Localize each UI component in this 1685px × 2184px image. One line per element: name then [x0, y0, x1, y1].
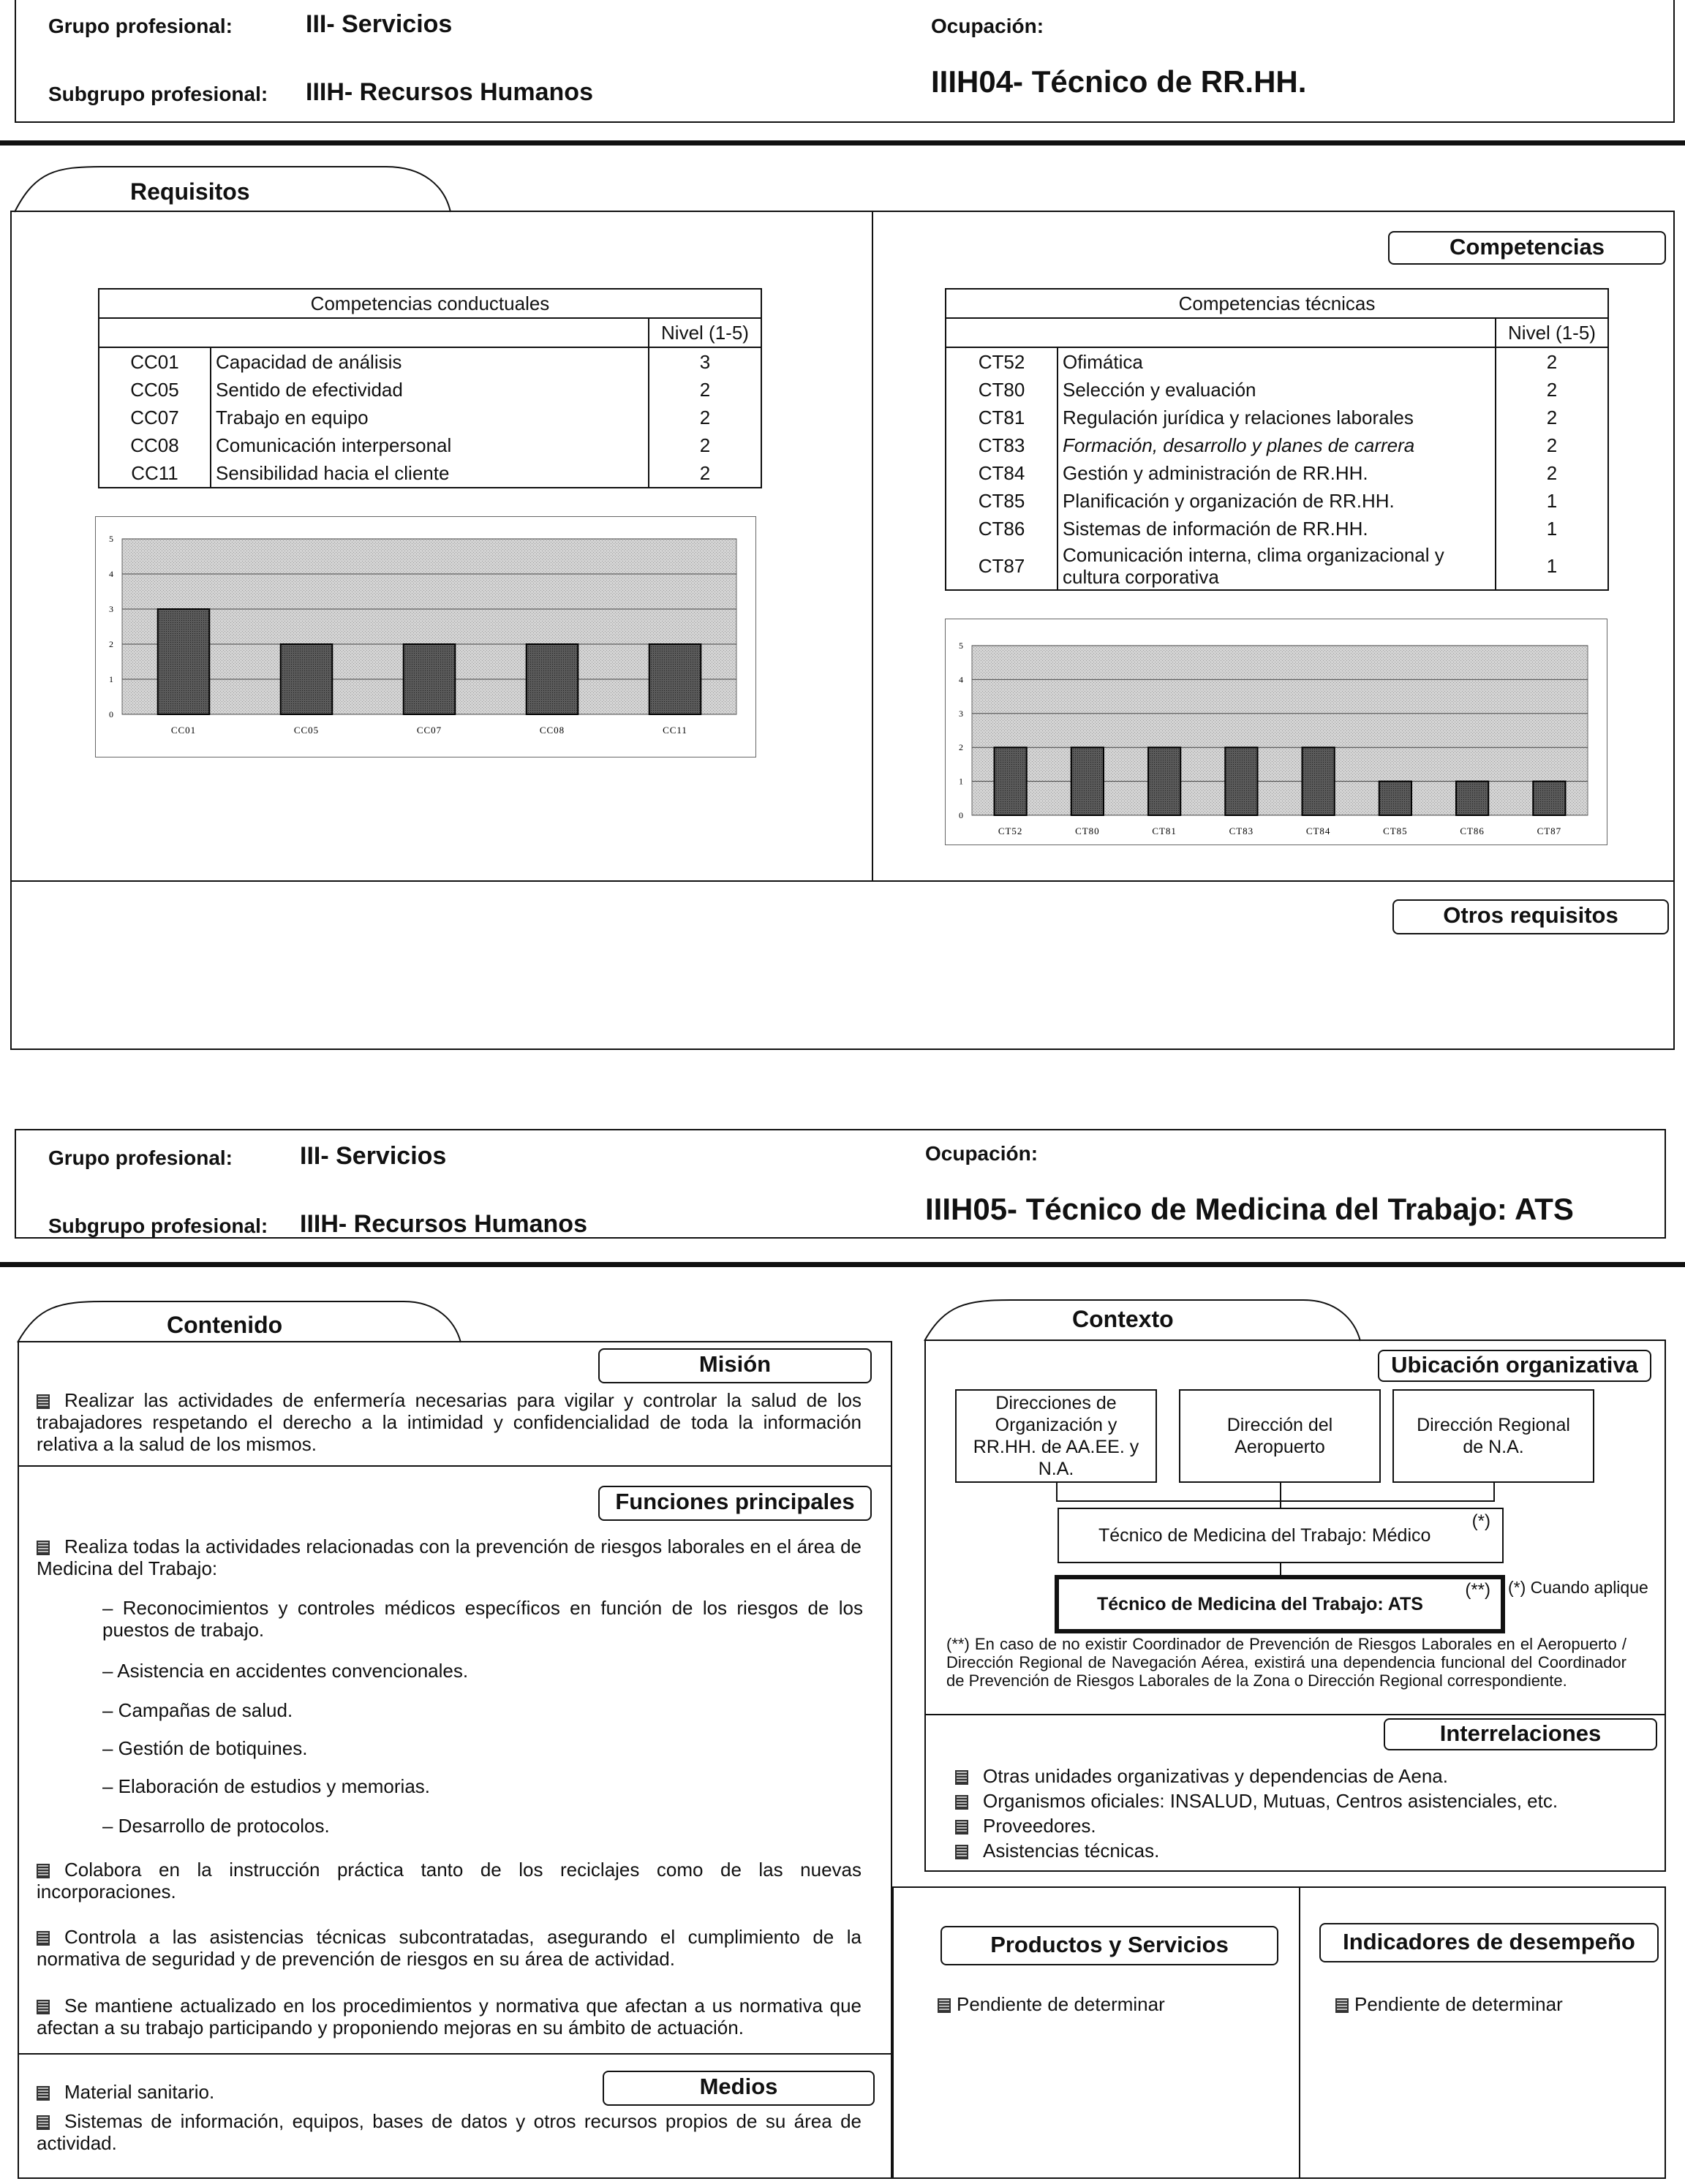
cc-name: Comunicación interpersonal	[211, 431, 649, 459]
ubicacion-pill: Ubicación organizativa	[1378, 1350, 1651, 1382]
interrelaciones-divider	[924, 1714, 1666, 1715]
mision-text	[37, 1389, 862, 1455]
x-tick-label: CT81	[1152, 825, 1177, 836]
funcion-text: Colabora en la instrucción práctica tanto de los reciclajes como de las nuevas incorporaciones.	[37, 1859, 862, 1903]
tecnicas-title: Competencias técnicas	[946, 289, 1608, 318]
x-tick-label: CC08	[539, 725, 565, 736]
document-bullet-icon	[37, 1541, 50, 1555]
funcion-subitem: – Elaboración de estudios y memorias.	[102, 1775, 431, 1797]
interrelacion-text: Asistencias técnicas.	[983, 1840, 1160, 1862]
org-box-ats	[1055, 1575, 1505, 1633]
mision-divider	[18, 1465, 892, 1467]
grupo-value: III- Servicios	[300, 1142, 447, 1170]
document-bullet-icon	[955, 1845, 968, 1859]
y-tick-label: 2	[109, 639, 113, 649]
otros-requisitos-pill: Otros requisitos	[1392, 899, 1669, 934]
nivel-header: Nivel (1-5)	[1496, 318, 1608, 347]
org-connector	[1280, 1563, 1281, 1575]
mision-body: Realizar las actividades de enfermería necesarias para vigilar y controlar la salud de los trabajadores respetando el derecho a la intimidad y confidencialidad de toda la información relativa a la salud de los mismos.	[37, 1389, 862, 1455]
x-tick-label: CC07	[416, 725, 442, 736]
bar-cc07	[404, 644, 456, 714]
chart-tecnicas-svg	[946, 619, 1607, 844]
productos-pill: Productos y Servicios	[940, 1926, 1278, 1965]
cuando-aplique-note: (*) Cuando aplique	[1508, 1578, 1648, 1597]
cc-name: Sensibilidad hacia el cliente	[211, 459, 649, 488]
ct-level: 2	[1496, 347, 1608, 376]
ct-code: CT81	[946, 404, 1058, 431]
medios-pill: Medios	[603, 2071, 875, 2106]
funcion-item	[37, 1995, 862, 2038]
cc-level: 2	[649, 404, 761, 431]
divider	[0, 140, 1685, 146]
productos-divider	[1299, 1886, 1300, 2179]
y-tick-label: 5	[959, 641, 963, 651]
indicadores-item	[1335, 1993, 1563, 2015]
ocupacion-title: IIIH04- Técnico de RR.HH.	[931, 64, 1307, 99]
ct-code: CT52	[946, 347, 1058, 376]
subgrupo-value: IIIH- Recursos Humanos	[300, 1210, 587, 1238]
ct-name: Selección y evaluación	[1058, 376, 1496, 404]
funcion-subitem: – Gestión de botiquines.	[102, 1737, 308, 1759]
competencias-pill: Competencias	[1388, 231, 1666, 265]
medios-item	[37, 2081, 578, 2103]
ct-level: 2	[1496, 404, 1608, 431]
interrelacion-item	[955, 1790, 1558, 1812]
bar-ct80	[1071, 747, 1104, 815]
medios-text: Material sanitario.	[64, 2081, 215, 2103]
cc-name: Trabajo en equipo	[211, 404, 649, 431]
nivel-header: Nivel (1-5)	[649, 318, 761, 347]
ct-code: CT84	[946, 459, 1058, 487]
y-tick-label: 5	[109, 534, 113, 544]
tecnicas-table	[945, 288, 1609, 591]
funcion-item	[37, 1926, 862, 1970]
mision-pill: Misión	[598, 1348, 872, 1383]
y-tick-label: 3	[109, 604, 113, 614]
document-bullet-icon	[955, 1795, 968, 1810]
x-tick-label: CT83	[1229, 825, 1254, 836]
grupo-label: Grupo profesional:	[48, 15, 233, 37]
productos-item	[938, 1993, 1165, 2015]
funcion-text: Se mantiene actualizado en los procedimientos y normativa que afectan a us normativa que afectan a su trabajo participando y proponiendo mejoras en su ámbito de actuación.	[37, 1995, 862, 2038]
document-bullet-icon	[37, 2115, 50, 2130]
document-bullet-icon	[37, 2086, 50, 2101]
y-tick-label: 3	[959, 708, 963, 719]
org-connector	[1056, 1500, 1495, 1502]
bar-ct85	[1379, 782, 1411, 815]
conductuales-title: Competencias conductuales	[99, 289, 761, 318]
ct-name: Ofimática	[1058, 347, 1496, 376]
org-connector	[1280, 1483, 1281, 1509]
org-connector	[1493, 1483, 1495, 1502]
ct-level: 1	[1496, 543, 1608, 590]
medios-divider	[18, 2053, 892, 2055]
requisitos-vertical-divider	[872, 211, 873, 882]
interrelacion-text: Otras unidades organizativas y dependencias de Aena.	[983, 1765, 1448, 1787]
ct-name: Planificación y organización de RR.HH.	[1058, 487, 1496, 515]
ocupacion-title: IIIH05- Técnico de Medicina del Trabajo: ATS	[925, 1192, 1574, 1226]
cc-code: CC07	[99, 404, 211, 431]
x-tick-label: CC01	[170, 725, 197, 736]
ct-name: Gestión y administración de RR.HH.	[1058, 459, 1496, 487]
bar-cc11	[649, 644, 701, 714]
y-tick-label: 1	[109, 674, 113, 684]
bar-ct86	[1456, 782, 1488, 815]
interrelacion-item	[955, 1840, 1159, 1862]
interrelacion-item	[955, 1815, 1096, 1837]
grupo-label: Grupo profesional:	[48, 1146, 233, 1169]
x-tick-label: CC05	[293, 725, 320, 736]
bar-ct81	[1148, 747, 1180, 815]
funcion-subitem: – Campañas de salud.	[102, 1699, 293, 1721]
funciones-pill: Funciones principales	[598, 1486, 872, 1521]
y-tick-label: 4	[959, 674, 963, 685]
ct-code: CT83	[946, 431, 1058, 459]
cc-code: CC08	[99, 431, 211, 459]
interrelaciones-pill: Interrelaciones	[1384, 1718, 1657, 1750]
divider	[0, 1262, 1685, 1267]
indicadores-text: Pendiente de determinar	[1354, 1993, 1563, 2015]
cc-code: CC11	[99, 459, 211, 488]
funcion-text: Controla a las asistencias técnicas subcontratadas, asegurando el cumplimiento de la normativa de seguridad y de prevención de riesgos en su área de actividad.	[37, 1926, 862, 1970]
ct-code: CT85	[946, 487, 1058, 515]
ct-level: 2	[1496, 376, 1608, 404]
funcion-subitem: – Desarrollo de protocolos.	[102, 1815, 330, 1837]
x-tick-label: CT80	[1075, 825, 1100, 836]
y-tick-label: 2	[959, 742, 963, 753]
ct-level: 2	[1496, 431, 1608, 459]
x-tick-label: CT52	[998, 825, 1023, 836]
ct-name: Formación, desarrollo y planes de carrera	[1058, 431, 1496, 459]
medios-text: Sistemas de información, equipos, bases de datos y otros recursos propios de su área de actividad.	[37, 2110, 862, 2154]
requisitos-tab[interactable]: Requisitos	[130, 178, 250, 205]
ct-name: Sistemas de información de RR.HH.	[1058, 515, 1496, 543]
document-bullet-icon	[37, 1931, 50, 1946]
cc-level: 2	[649, 376, 761, 404]
chart-tecnicas	[945, 619, 1607, 845]
document-bullet-icon	[955, 1770, 968, 1785]
document-bullet-icon	[37, 1864, 50, 1878]
indicadores-pill: Indicadores de desempeño	[1319, 1923, 1659, 1962]
org-box-regional: Dirección Regional de N.A.	[1392, 1389, 1594, 1483]
ct-name: Regulación jurídica y relaciones laborales	[1058, 404, 1496, 431]
ct-code: CT80	[946, 376, 1058, 404]
document-bullet-icon	[1335, 1998, 1349, 2013]
ocupacion-label: Ocupación:	[925, 1142, 1038, 1165]
interrelacion-item	[955, 1765, 1448, 1787]
document-bullet-icon	[37, 2000, 50, 2014]
org-footnote: (**) En caso de no existir Coordinador de Prevención de Riesgos Laborales en el Aeropuerto / Dirección Regional de Navegación Aérea, existirá una dependencia funcional del Coordinador de Prevención de Riesgos Laborales de la Zona o Dirección Regional correspondiente.	[946, 1635, 1626, 1690]
bar-ct52	[995, 747, 1027, 815]
cc-name: Sentido de efectividad	[211, 376, 649, 404]
bar-ct83	[1225, 747, 1257, 815]
plot-area	[972, 646, 1588, 815]
cc-level: 2	[649, 459, 761, 488]
conductuales-table	[98, 288, 762, 488]
bar-cc08	[527, 644, 578, 714]
ct-code: CT86	[946, 515, 1058, 543]
ct-level: 1	[1496, 515, 1608, 543]
interrelacion-text: Proveedores.	[983, 1815, 1096, 1837]
ct-level: 2	[1496, 459, 1608, 487]
cc-level: 3	[649, 347, 761, 376]
y-tick-label: 4	[109, 569, 113, 579]
org-ats-label: Técnico de Medicina del Trabajo: ATS	[1097, 1594, 1423, 1614]
x-tick-label: CT85	[1383, 825, 1408, 836]
requisitos-horizontal-divider	[10, 880, 1675, 882]
funcion-item	[37, 1535, 862, 1579]
org-box-aeropuerto: Dirección del Aeropuerto	[1179, 1389, 1381, 1483]
x-tick-label: CC11	[663, 725, 687, 736]
bar-ct87	[1533, 782, 1565, 815]
subgrupo-value: IIIH- Recursos Humanos	[306, 78, 593, 106]
ct-level: 1	[1496, 487, 1608, 515]
y-tick-label: 1	[959, 776, 963, 787]
subgrupo-label: Subgrupo profesional:	[48, 1214, 268, 1237]
x-tick-label: CT86	[1460, 825, 1485, 836]
cc-code: CC01	[99, 347, 211, 376]
funcion-text: Realiza todas la actividades relacionadas con la prevención de riesgos laborales en el área de Medicina del Trabajo:	[37, 1535, 862, 1579]
subgrupo-label: Subgrupo profesional:	[48, 83, 268, 105]
org-medico-label: Técnico de Medicina del Trabajo: Médico	[1098, 1525, 1431, 1546]
org-box-direcciones: Direcciones de Organización y RR.HH. de AA.EE. y N.A.	[955, 1389, 1157, 1483]
ct-code: CT87	[946, 543, 1058, 590]
org-connector	[1056, 1483, 1058, 1502]
y-tick-label: 0	[109, 709, 113, 719]
funcion-subitem: – Reconocimientos y controles médicos específicos en función de los riesgos de los puestos de trabajo.	[102, 1597, 863, 1641]
cc-name: Capacidad de análisis	[211, 347, 649, 376]
bar-cc05	[281, 644, 333, 714]
chart-conductuales-svg	[96, 517, 755, 757]
cc-level: 2	[649, 431, 761, 459]
funcion-item	[37, 1859, 862, 1903]
bar-cc01	[158, 609, 210, 714]
contexto-tab[interactable]: Contexto	[1072, 1306, 1174, 1332]
productos-text: Pendiente de determinar	[957, 1993, 1165, 2015]
ocupacion-label: Ocupación:	[931, 15, 1044, 37]
grupo-value: III- Servicios	[306, 10, 453, 38]
document-bullet-icon	[938, 1998, 951, 2013]
bar-ct84	[1303, 747, 1335, 815]
document-bullet-icon	[955, 1820, 968, 1835]
contenido-tab[interactable]: Contenido	[167, 1312, 283, 1338]
org-ats-mark: (**)	[1465, 1580, 1490, 1600]
org-medico-mark: (*)	[1471, 1511, 1490, 1531]
interrelacion-text: Organismos oficiales: INSALUD, Mutuas, Centros asistenciales, etc.	[983, 1790, 1558, 1812]
funcion-subitem: – Asistencia en accidentes convencionales.	[102, 1660, 469, 1682]
cc-code: CC05	[99, 376, 211, 404]
org-box-medico	[1058, 1508, 1504, 1563]
chart-conductuales	[95, 516, 756, 757]
x-tick-label: CT87	[1537, 825, 1562, 836]
x-tick-label: CT84	[1305, 825, 1331, 836]
y-tick-label: 0	[959, 810, 963, 820]
medios-item	[37, 2110, 862, 2154]
ct-name: Comunicación interna, clima organizacional y cultura corporativa	[1058, 543, 1496, 590]
document-bullet-icon	[37, 1394, 50, 1409]
